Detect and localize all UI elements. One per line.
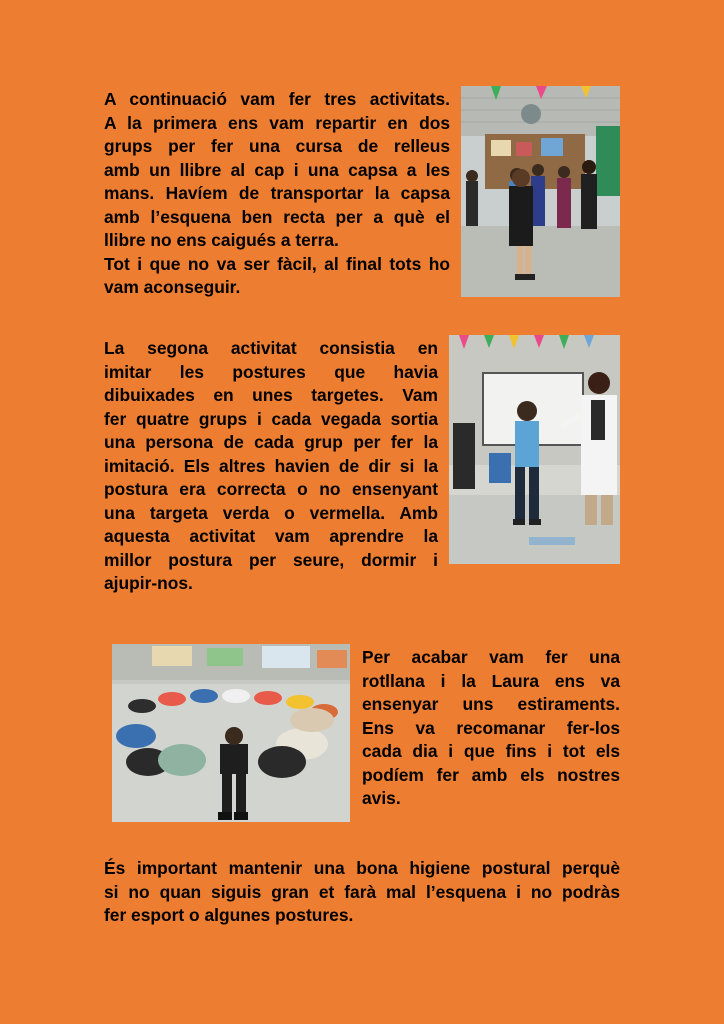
text-line: aquesta activitat vam aprendre la: [104, 526, 438, 546]
text-line: Tot i que no va ser fàcil, al final tots ho: [104, 253, 450, 274]
text-line: ensenyar uns estiraments.: [362, 694, 620, 714]
text-line: És important mantenir una bona higiene postural perquè: [104, 858, 620, 878]
text-line: si no quan siguis gran et farà mal l’esquena i no podràs: [104, 881, 620, 902]
text-line: llibre no ens caigués a terra.: [104, 230, 339, 250]
text-line: La segona activitat consistia en: [104, 338, 438, 358]
text-line: postura era correcta o no ensenyant: [104, 479, 438, 499]
text-line: A la primera ens vam repartir en dos: [104, 112, 450, 133]
text-line: imitar les postures que havia: [104, 361, 438, 382]
text-line: una persona de cada grup per fer la: [104, 432, 438, 452]
text-line: Ens va recomanar fer-los: [362, 717, 620, 738]
stretching-circle-photo: [112, 644, 350, 822]
text-line: grups per fer una cursa de relleus: [104, 136, 450, 156]
conclusion-paragraph: [104, 857, 620, 928]
text-line: avis.: [362, 788, 401, 808]
text-line: vam aconseguir.: [104, 277, 241, 297]
text-line: fer esport o algunes postures.: [104, 905, 354, 925]
text-line: ajupir-nos.: [104, 573, 193, 593]
text-line: podíem fer amb els nostres: [362, 764, 620, 785]
posture-imitation-photo: [449, 335, 620, 564]
text-line: A continuació vam fer tres activitats.: [104, 89, 450, 109]
relay-race-photo: [461, 86, 620, 297]
activity-one-paragraph: [104, 88, 450, 300]
text-line: millor postura per seure, dormir i: [104, 549, 438, 570]
text-line: amb un llibre al cap i una capsa a les: [104, 159, 450, 180]
text-line: imitació. Els altres havien de dir si la: [104, 455, 438, 476]
activity-three-paragraph: [362, 646, 620, 811]
activity-two-paragraph: [104, 337, 438, 596]
text-line: rotllana i la Laura ens va: [362, 670, 620, 691]
text-line: una targeta verda o vermella. Amb: [104, 502, 438, 523]
text-line: dibuixades en unes targetes. Vam: [104, 385, 438, 405]
text-line: fer quatre grups i cada vegada sortia: [104, 408, 438, 429]
text-line: amb l’esquena ben recta per a què el: [104, 206, 450, 227]
text-line: cada dia i que fins i tot els: [362, 741, 620, 761]
text-line: Per acabar vam fer una: [362, 647, 620, 667]
text-line: mans. Havíem de transportar la capsa: [104, 183, 450, 203]
